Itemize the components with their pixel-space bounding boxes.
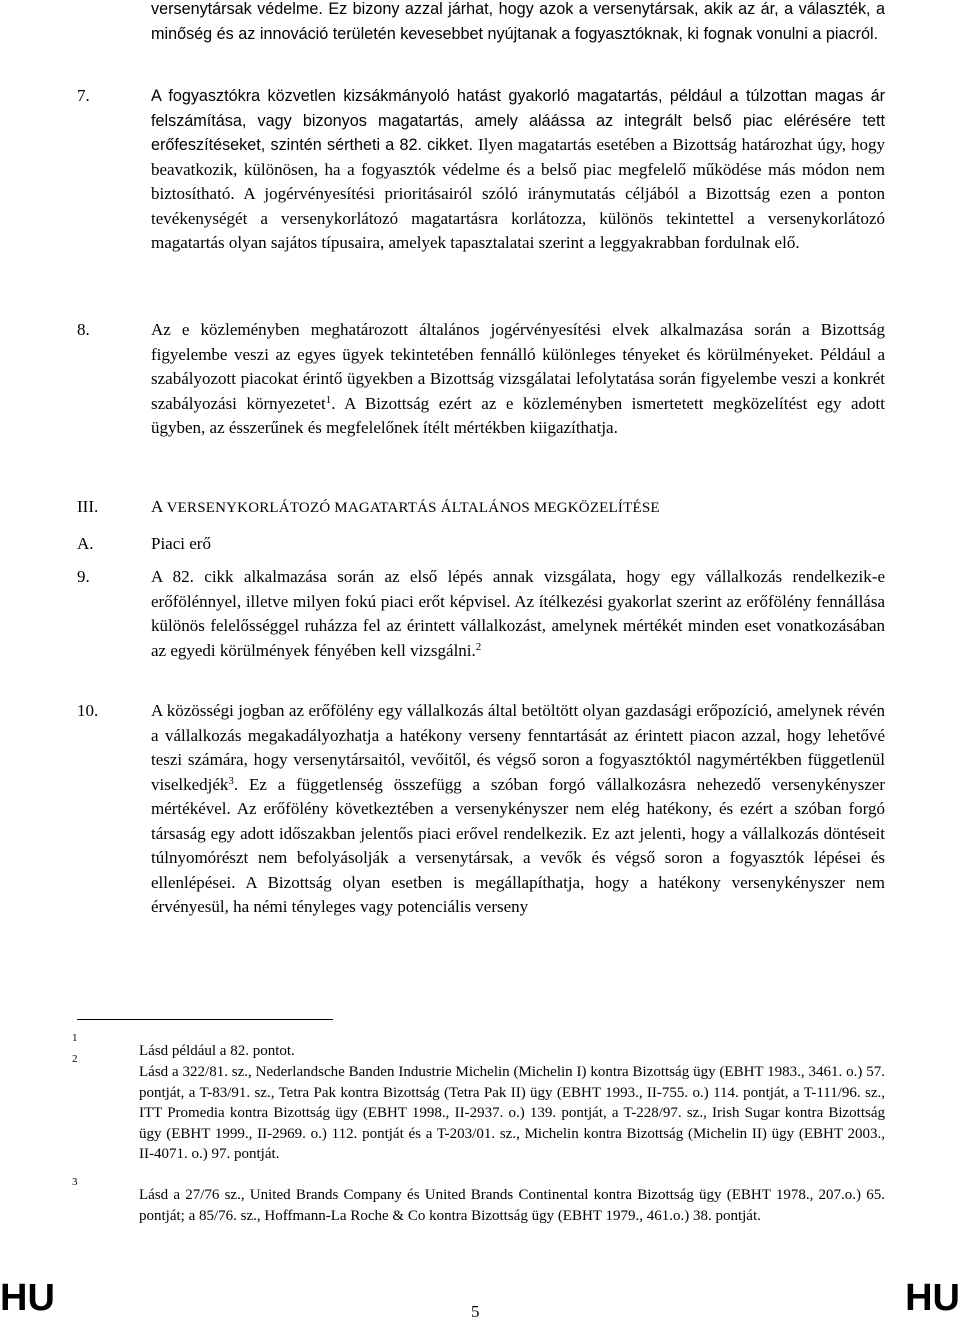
paragraph-text-part-a: A fogyasztókra közvetlen kizsákmányoló hatást gyakorló magatartás, például a túlzottan magas ár felszámítása, vagy bizonyos magatartás, amely aláássa az integrált belső piac elérésére tett erőfeszítéseket, szintén sértheti a 82. cikket. bbox=[151, 87, 885, 154]
subsection-letter: A. bbox=[77, 534, 94, 553]
paragraph-text-part-b: . Ez a függetlenség összefügg a szóban forgó vállalkozásra nehezedő versenykényszer mértékével. Az erőfölény következtében a versenykényszer nem elég hatékony, és ezért a szóban forgó társaság egy adott időszakban jelentős piaci erővel rendelkezik. Ez azt jelenti, hogy a vállalkozás döntéseit túlnyomórészt nem befolyásolják a versenytársak, a vevők és végső soron a fogyasztók lépései és ellenlépései. A Bizottság olyan esetben is megállapíthatja, hogy a hatékony versenykényszer nem érvényesül, ha némi tényleges vagy potenciális verseny bbox=[151, 774, 885, 916]
footnote-text: Lásd például a 82. pontot. bbox=[139, 1043, 295, 1059]
footnote-ref-2[interactable]: 2 bbox=[475, 640, 482, 653]
paragraph-text bbox=[151, 84, 885, 256]
paragraph-text bbox=[151, 699, 885, 920]
page-number: 5 bbox=[471, 1302, 480, 1321]
intro-text: versenytársak védelme. Ez bizony azzal járhat, hogy azok a versenytársak, akik az ár, a választék, a minőség és az innováció területén kevesebbet nyújtanak a fogyasztóknak, ki fognak vonulni a piacról. bbox=[151, 0, 885, 43]
paragraph-text-part-a: A 82. cikk alkalmazása során az első lépés annak vizsgálata, hogy egy vállalkozás rendelkezik-e erőfölénnyel, illetve milyen fokú piaci erőt képvisel. Az ítélkezési gyakorlat szerint az erőfölény fennállása különös felelősséggel ruházza fel az érintett vállalkozást, amelynek mértékét minden eset vonatkozásában az egyedi körülmények fényében kell vizsgálni. bbox=[151, 567, 885, 660]
section-title bbox=[151, 495, 660, 520]
paragraph-text bbox=[151, 318, 885, 441]
footnote-ref-1[interactable]: 1 bbox=[325, 393, 332, 406]
footnote-number: 1 bbox=[72, 1032, 78, 1044]
footnote-number: 2 bbox=[72, 1053, 78, 1065]
footnote-text: Lásd a 27/76 sz., United Brands Company és United Brands Continental kontra Bizottság ügy (EBHT 1978., 207.o.) 65. pontját; a 85/76. sz., Hoffmann-La Roche & Co kontra Bizottság ügy (EBHT 1979., 461.o.) 38. pontját. bbox=[139, 1187, 885, 1224]
footnote-ref-3[interactable]: 3 bbox=[228, 774, 234, 787]
paragraph-text-part-a: Az e közleményben meghatározott általános jogérvényesítési elvek alkalmazása során a Bizottság figyelembe veszi az egyes ügyek tekintetében fennálló különleges tényeket és körülményeket. Például a szabályozott piacokat érintő ügyekben a Bizottság vizsgálatai lefolytatása során figyelembe veszi a konkrét szabályozási környezetet bbox=[151, 320, 885, 413]
paragraph-text-part-a: A közösségi jogban az erőfölény egy vállalkozás által betöltött olyan gazdasági erőpozíció, amelynek révén a vállalkozás megakadályozhatja a hatékony verseny fenntartását az érintett piacon azzal, hogy lehetővé teszi számára, hogy versenytársaitól, vevőitől, és végső soron a fogyasztóktól nagymértékben függetlenül viselkedjék bbox=[151, 701, 885, 794]
section-title-rest: VERSENYKORLÁTOZÓ MAGATARTÁS ÁLTALÁNOS MEGKÖZELÍTÉSE bbox=[166, 500, 660, 516]
footnote-number: 3 bbox=[72, 1176, 78, 1188]
subsection-title: Piaci erő bbox=[151, 534, 211, 553]
footer-language-code-right: HU bbox=[905, 1277, 960, 1319]
footnote-separator bbox=[77, 1019, 333, 1020]
paragraph-number: 8. bbox=[77, 320, 90, 339]
paragraph-number: 10. bbox=[77, 701, 99, 720]
footer-language-code-left: HU bbox=[0, 1277, 55, 1319]
paragraph-number: 9. bbox=[77, 567, 90, 586]
paragraph-number: 7. bbox=[77, 86, 90, 105]
footnote-text: Lásd a 322/81. sz., Nederlandsche Banden Industrie Michelin (Michelin I) kontra Bizottság ügy (EBHT 1983., 3461. o.) 57. pontját, a T-83/91. sz., Tetra Pak kontra Bizottság (Tetra Pak II) ügy (EBHT 1993., II-755. o.) 114. pontját, a T-111/96. sz., ITT Promedia kontra Bizottság ügy (EBHT 1998., II-2937. o.) 139. pontját, a T-228/97. sz., Irish Sugar kontra Bizottság ügy (EBHT 1999., II-2969. o.) 112. pontját és a T-203/01. sz., Michelin kontra Bizottság (Michelin II) ügy (EBHT 2003., II-4071. o.) 97. pontját. bbox=[139, 1064, 885, 1162]
paragraph-text-part-b: Ilyen magatartás esetében a Bizottság határozhat úgy, hogy beavatkozik, különösen, ha a fogyasztók védelme és a belső piac megfelelő működése más módon nem biztosítható. A jogérvényesítési prioritásairól szóló iránymutatás céljából a Bizottság ezen a ponton tevékenységét a versenykorlátozó magatartásra korlátozza, különös tekintettel a versenykorlátozó magatartás olyan sajátos típusaira, amelyek tapasztalatai szerint a leggyakrabban fordulnak elő. bbox=[151, 135, 886, 252]
paragraph-text-part-b: . A Bizottság ezért az e közleményben ismertetett megközelítést egy adott ügyben, az ésszerűnek és megfelelőnek ítélt mértékben kiigazíthatja. bbox=[151, 393, 885, 437]
paragraph-text bbox=[151, 565, 885, 663]
section-title-first: A bbox=[151, 497, 167, 516]
section-number: III. bbox=[77, 497, 99, 516]
